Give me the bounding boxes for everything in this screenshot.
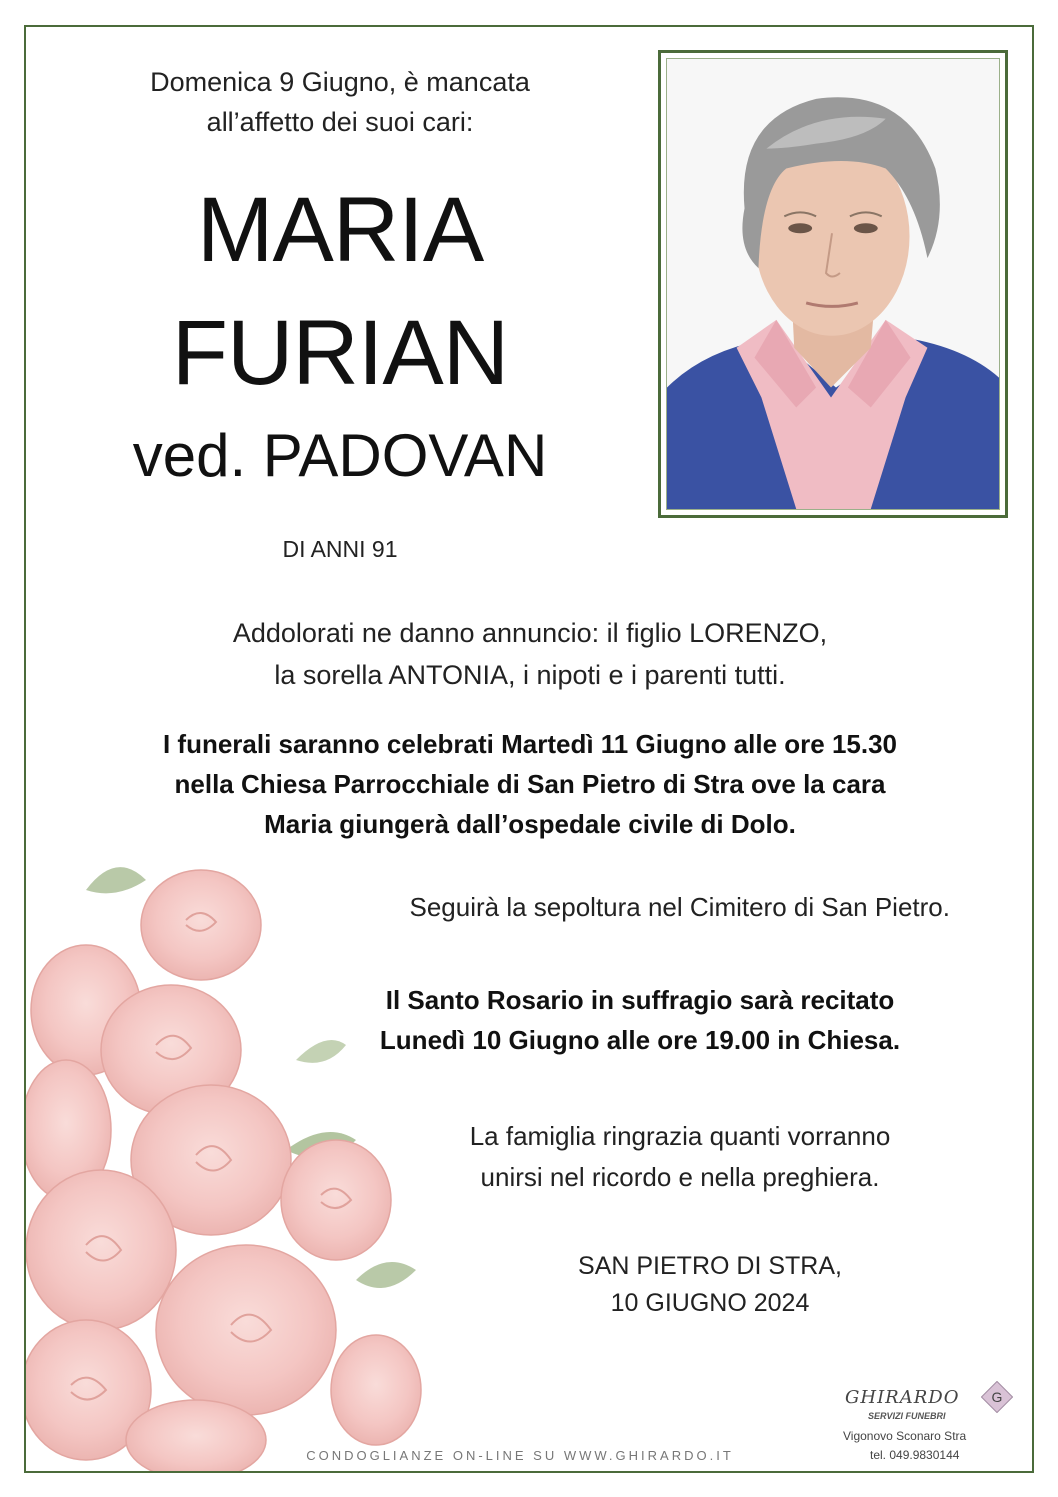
family-thanks <box>400 1116 960 1198</box>
burial-info: Seguirà la sepoltura nel Cimitero di San Pietro. <box>409 892 950 922</box>
age: DI ANNI 91 <box>282 536 398 562</box>
place-date <box>520 1248 900 1322</box>
place-line: SAN PIETRO DI STRA, <box>578 1252 842 1280</box>
announcement-line-1: Addolorati ne danno annuncio: il figlio LORENZO, <box>232 618 828 648</box>
funeral-home-phone: tel. 049.9830144 <box>870 1448 960 1462</box>
condolences-link[interactable]: CONDOGLIANZE ON-LINE SU WWW.GHIRARDO.IT <box>306 1448 734 1463</box>
last-name: FURIAN <box>171 302 509 404</box>
logo-mark: G <box>991 1389 1003 1405</box>
portrait-frame <box>658 50 1008 518</box>
announcement <box>120 612 940 696</box>
intro-line-2: all’affetto dei suoi cari: <box>206 107 474 137</box>
announcement-line-2: la sorella ANTONIA, i nipoti e i parenti tutti. <box>274 660 786 690</box>
funeral-home-towns: Vigonovo Sconaro Stra <box>843 1429 967 1443</box>
rosary-line-1: Il Santo Rosario in suffragio sarà recitato <box>385 985 895 1015</box>
first-name: MARIA <box>196 179 484 281</box>
portrait-photo <box>666 58 1000 510</box>
funeral-line-1: I funerali saranno celebrati Martedì 11 Giugno alle ore 15.30 <box>162 729 898 759</box>
intro-text <box>60 62 620 142</box>
date-line: 10 GIUGNO 2024 <box>610 1289 810 1317</box>
funeral-home-name: GHIRARDO <box>845 1387 960 1408</box>
roses-decoration <box>26 830 426 1471</box>
intro-line-1: Domenica 9 Giugno, è mancata <box>150 67 530 97</box>
funeral-home-subtitle: SERVIZI FUNEBRI <box>868 1411 946 1421</box>
funeral-line-3: Maria giungerà dall’ospedale civile di Dolo. <box>264 809 796 839</box>
funeral-line-2: nella Chiesa Parrocchiale di San Pietro di Stra ove la cara <box>174 769 886 799</box>
thanks-line-1: La famiglia ringrazia quanti vorranno <box>469 1121 891 1151</box>
widow-of: ved. PADOVAN <box>132 422 548 489</box>
thanks-line-2: unirsi nel ricordo e nella preghiera. <box>480 1162 880 1192</box>
rosary-line-2: Lunedì 10 Giugno alle ore 19.00 in Chiesa. <box>379 1025 901 1055</box>
funeral-details <box>80 724 980 844</box>
logo-diamond-icon <box>981 1381 1013 1413</box>
